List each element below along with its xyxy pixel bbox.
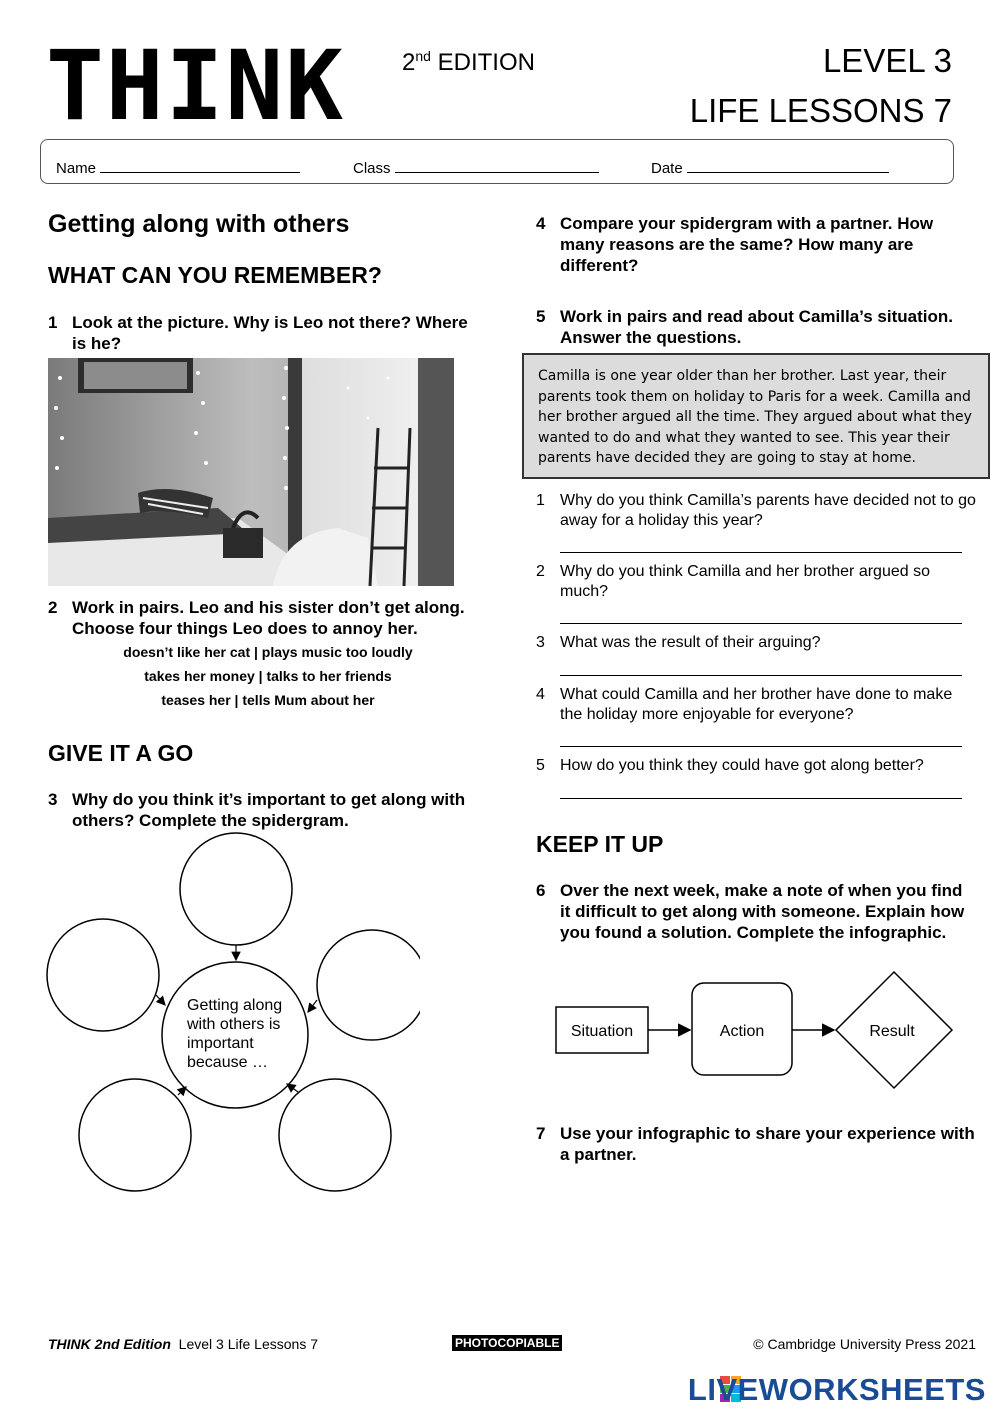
answer-line-5[interactable] xyxy=(560,798,962,799)
choice-line: doesn’t like her cat | plays music too loudly xyxy=(123,644,413,660)
sub-question: 2 Why do you think Camilla and her brother argued so much? xyxy=(536,563,930,600)
page-title: Getting along with others xyxy=(48,210,350,238)
liveworksheets-brand[interactable]: LIVEWORKSHEETS xyxy=(687,1372,986,1407)
camilla-story-box: Camilla is one year older than her brother. Last year, their parents took them on holiday to Paris for a week. Camilla and her brother argued all the time. They argued about what they wanted to do and what they wanted to see. This year their parents have decided they are going to stay at home. xyxy=(522,353,990,479)
question-2: 2 Work in pairs. Leo and his sister don’t get along. Choose four things Leo does to annoy her. xyxy=(48,598,465,638)
footer-book: THINK 2nd Edition Level 3 Life Lessons 7 xyxy=(48,1336,318,1352)
choice-line: teases her | tells Mum about her xyxy=(161,692,375,708)
situation-label: Situation xyxy=(570,1023,634,1040)
question-7: 7 Use your infographic to share your experience with a partner. xyxy=(536,1124,975,1164)
lesson-label: LIFE LESSONS 7 xyxy=(689,92,952,129)
spider-bubble-left[interactable] xyxy=(47,919,159,1031)
answer-line-4[interactable] xyxy=(560,746,962,747)
answer-line-1[interactable] xyxy=(560,552,962,553)
bedroom-photo xyxy=(48,358,454,586)
date-field[interactable]: Date xyxy=(651,158,889,177)
answer-line-2[interactable] xyxy=(560,623,962,624)
section-what-can-you-remember: WHAT CAN YOU REMEMBER? xyxy=(48,262,382,288)
sub-question: 1 Why do you think Camilla’s parents have decided not to go away for a holiday this year? xyxy=(536,492,976,529)
sub-question: 3 What was the result of their arguing? xyxy=(536,634,821,651)
section-give-it-a-go: GIVE IT A GO xyxy=(48,740,194,766)
infographic xyxy=(550,965,960,1095)
question-5: 5 Work in pairs and read about Camilla’s situation. Answer the questions. xyxy=(536,307,953,347)
spider-center-text: Getting along with others is important because … xyxy=(187,997,283,1071)
name-field[interactable]: Name xyxy=(56,158,300,177)
level-label: LEVEL 3 xyxy=(822,42,952,79)
action-label: Action xyxy=(719,1023,765,1040)
sub-question: 4 What could Camilla and her brother have done to make the holiday more enjoyable for everyone? xyxy=(536,686,953,723)
question-4: 4 Compare your spidergram with a partner. How many reasons are the same? How many are different? xyxy=(536,214,934,275)
sub-question: 5 How do you think they could have got along better? xyxy=(536,757,924,774)
photocopiable-badge: PHOTOCOPIABLE xyxy=(452,1335,562,1351)
copyright: © Cambridge University Press 2021 xyxy=(753,1336,976,1352)
choice-line: takes her money | talks to her friends xyxy=(144,668,392,684)
section-keep-it-up: KEEP IT UP xyxy=(536,831,664,857)
answer-line-3[interactable] xyxy=(560,675,962,676)
edition-label: 2nd EDITION xyxy=(402,48,535,76)
question-1: 1 Look at the picture. Why is Leo not there? Where is he? xyxy=(48,313,468,353)
question-6: 6 Over the next week, make a note of when you find it difficult to get along with someone. Explain how you found a solution. Complete the infographic. xyxy=(536,881,965,942)
brand-title: THINK xyxy=(46,30,345,142)
spidergram xyxy=(40,830,420,1200)
spider-bubble-top[interactable] xyxy=(180,833,292,945)
spider-bubble-right[interactable] xyxy=(317,930,420,1040)
question-3: 3 Why do you think it’s important to get along with others? Complete the spidergram. xyxy=(48,790,466,830)
choice-list xyxy=(48,640,488,712)
spider-bubble-bottom-right[interactable] xyxy=(279,1079,391,1191)
class-field[interactable]: Class xyxy=(353,158,599,177)
spider-bubble-bottom-left[interactable] xyxy=(79,1079,191,1191)
result-label: Result xyxy=(869,1023,915,1040)
